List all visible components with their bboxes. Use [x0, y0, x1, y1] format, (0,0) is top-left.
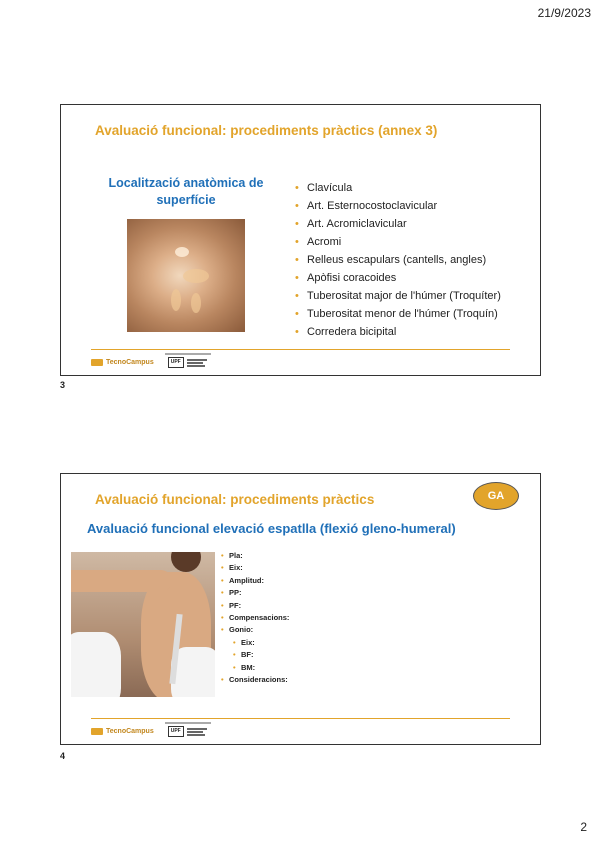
footer-divider [91, 718, 510, 719]
tecnocampus-logo [91, 728, 154, 735]
list-subitem: • BM: [221, 662, 289, 674]
university-logo [168, 357, 207, 368]
list-item: • Art. Acromiclavicular [295, 215, 501, 233]
footer-caption-line [165, 722, 211, 724]
list-subitem: • BF: [221, 649, 289, 661]
slide-title: Avaluació funcional: procediments pràctics (annex 3) [95, 123, 438, 138]
landmark-list [295, 179, 501, 341]
footer-divider [91, 349, 510, 350]
list-item: • PF: [221, 600, 289, 612]
list-item: • Consideracions: [221, 674, 289, 686]
upf-mark-icon: UPF [168, 726, 184, 737]
university-logo [168, 726, 207, 737]
list-item: • Acromi [295, 233, 501, 251]
anatomy-photo [127, 219, 245, 332]
tecnocampus-mark-icon [91, 728, 103, 735]
list-item: • Art. Esternocostoclavicular [295, 197, 501, 215]
ga-badge: GA [473, 482, 519, 510]
list-item: • Corredera bicipital [295, 323, 501, 341]
list-item: • Apòfisi coracoides [295, 269, 501, 287]
list-item: • Tuberositat major de l'húmer (Troquíter) [295, 287, 501, 305]
tecnocampus-brand: TecnoCampus [106, 359, 154, 366]
list-item: • Relleus escapulars (cantells, angles) [295, 251, 501, 269]
document-date: 21/9/2023 [537, 6, 591, 20]
tecnocampus-brand: TecnoCampus [106, 728, 154, 735]
list-item: • Amplitud: [221, 575, 289, 587]
list-item: • Gonio: [221, 624, 289, 636]
list-item: • Tuberositat menor de l'húmer (Troquín) [295, 305, 501, 323]
list-item: • PP: [221, 587, 289, 599]
upf-mark-icon: UPF [168, 357, 184, 368]
tecnocampus-mark-icon [91, 359, 103, 366]
list-item: • Eix: [221, 562, 289, 574]
goniometer-photo [71, 552, 215, 697]
slide-4 [60, 473, 541, 745]
list-item: • Clavícula [295, 179, 501, 197]
tecnocampus-logo [91, 359, 154, 366]
page-number: 2 [580, 820, 587, 834]
assessment-list [221, 550, 289, 686]
slide-footer [91, 357, 207, 368]
slide-subtitle: Localització anatòmica de superfície [108, 176, 264, 207]
list-item: • Pla: [221, 550, 289, 562]
slide-number: 4 [60, 751, 66, 761]
list-subitem: • Eix: [221, 637, 289, 649]
slide-title: Avaluació funcional: procediments pràctics [95, 492, 375, 507]
slide-number: 3 [60, 380, 66, 390]
slide-3 [60, 104, 541, 376]
footer-caption-line [165, 353, 211, 355]
slide-subtitle: Avaluació funcional elevació espatlla (flexió gleno-humeral) [87, 521, 456, 536]
list-item: • Compensacions: [221, 612, 289, 624]
slide-footer [91, 726, 207, 737]
